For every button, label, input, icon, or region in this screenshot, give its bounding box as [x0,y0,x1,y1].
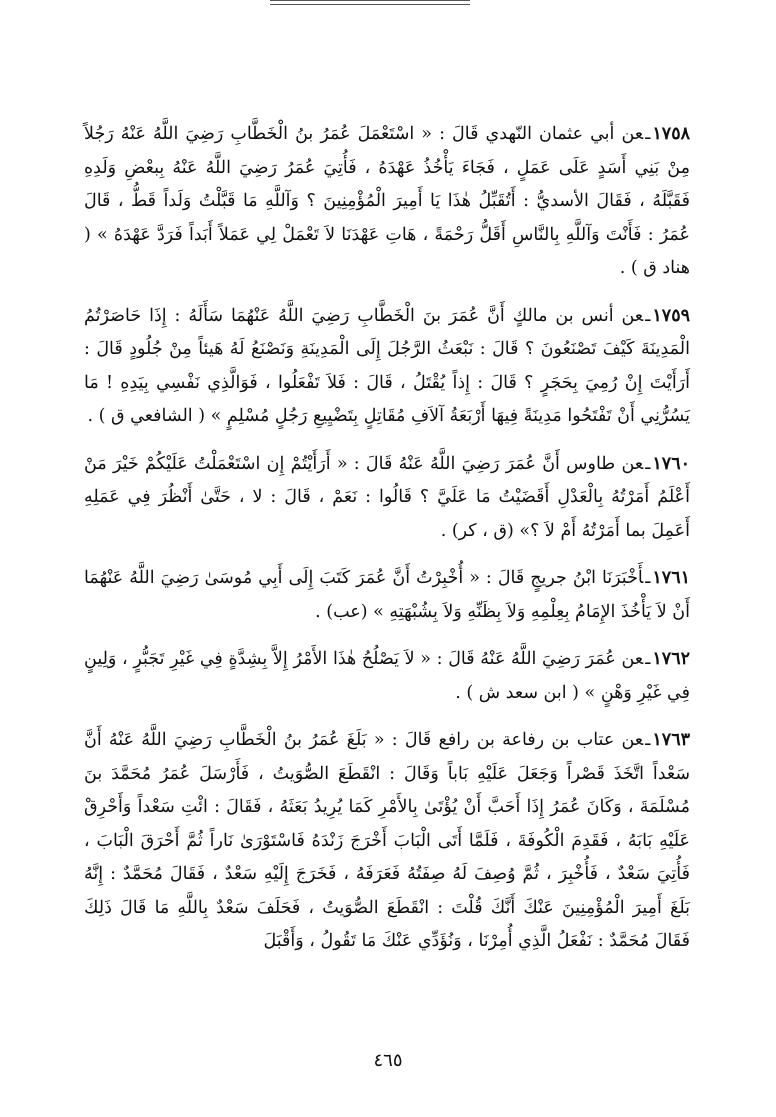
number-separator: ـ [645,730,651,750]
hadith-entry-1759 [84,300,690,434]
number-separator: ـ [645,568,651,588]
page-number: ٤٦٥ [373,1050,403,1071]
hadith-text: عن أبي عثمان النّهدي قَالَ : « اسْتَعْمَلَ عُمَرُ بنُ الْخَطَّابِ رَضِيَ اللَّهُ عَنْهُ رَجُلاً مِنْ بَنِي أَسَدٍ عَلَى عَمَلٍ ، فَجَاءَ يَأْخُذُ عَهْدَهُ ، فَأُتِيَ عُمَرُ رَضِيَ اللَّهُ عَنْهُ بِبعْضِ وَلَدِهِ فَقَبَّلَهُ ، فَقَالَ الأسديُّ : أَتُقَبِّلُ هٰذَا يَا أَمِيرَ الْمُؤْمِنِينَ ؟ وَآللَّهِ مَا قَبَّلْتُ وَلَداً قَطُّ ، قَالَ عُمَرُ : فَأَنْتَ وَآللَّهِ بِالنَّاسِ أَقَلُّ رَحْمَةً ، هَاتِ عَهْدَنَا لاَ تَعْمَلْ لِي عَمَلاً أَبَداً فَرَدَّ عَهْدَهُ » ( هناد ق ) . [84,124,691,278]
hadith-text: أَخْبَرَنَا ابْنُ جريجٍ قَالَ : « أُخْبِرْتُ أَنَّ عُمَرَ كَتَبَ إِلَى أَبِي مُوسَىٰ رَضِيَ اللَّهُ عَنْهُمَا أَنْ لاَ يَأْخُذَ الإِمَامُ بِعِلْمِهِ وَلاَ بِظَنِّهِ وَلاَ بِشُبْهَتِهِ » (عب) . [84,568,690,622]
hadith-entry-1763 [84,724,690,959]
hadith-text: عن عُمَرَ رَضِيَ اللَّهُ عَنْهُ قَالَ : « لاَ يَصْلُحُ هٰذَا الأَمْرُ إِلاَّ بِشِدَّةٍ فِي غَيْرِ تَجَبُّرٍ ، وَلِينٍ فِي غَيْرِ وَهْنٍ » ( ابن سعد ش ) . [84,649,690,703]
number-separator: ـ [645,453,651,474]
hadith-text: عن أنس بن مالكٍ أَنَّ عُمَرَ بنَ الْخَطَّابِ رَضِيَ اللَّهُ عَنْهُمَا سَأَلَهُ : إِذَا حَاصَرْتُمُ الْمَدِينَةَ كَيْفَ تَصْنَعُونَ ؟ قَالَ : نَبْعَثُ الرَّجُلَ إِلَى الْمَدِينَةِ وَنَصْنَعُ لَهُ هَيئاً مِنْ جُلُودٍ قَالَ : أَرَأَيْتَ إِنْ رُمِيَ بِحَجَرٍ ؟ قَالَ : إِذاً يُقْتَلُ ، قَالَ : فَلاَ تَفْعَلُوا ، فَوَالَّذِي نَفْسِي بِيَدِهِ ! مَا يَسُرُّنِي أَنْ تَفْتَحُوا مَدِينَةً فِيهَا أَرْبَعَةُ آلاَفِ مُقَاتِلٍ بِتَضْيِيعِ رَجُلٍ مُسْلِمٍ » ( الشافعي ق ) . [84,305,690,426]
hadith-entry-1760 [84,448,690,549]
hadith-number: ١٧٦٣ [652,730,690,750]
number-separator: ـ [645,649,651,669]
hadith-text: عن طاوس أَنَّ عُمَرَ رَضِيَ اللَّهُ عَنْهُ قَالَ : « أَرَأَيْتُمْ إِن اسْتَعْمَلْتُ عَلَيْكُمْ خَيْرَ مَنْ أَعْلَمُ أَمَرْتُهُ بِالْعَدْلِ أَقَضَيْتُ مَا عَلَيَّ ؟ قَالُوا : نَعَمْ ، قَالَ : لا ، حَتَّىٰ أَنْظُرَ فِي عَمَلِهِ أَعَمِلَ بما أَمَرْتُهُ أَمْ لاَ ؟» (ق ، كر) . [84,453,690,541]
top-rule [270,0,470,5]
hadith-entry-1761 [84,562,690,629]
hadith-number: ١٧٥٩ [652,305,690,326]
number-separator: ـ [645,124,651,144]
hadith-number: ١٧٥٨ [652,124,690,144]
hadith-number: ١٧٦١ [652,568,690,588]
hadith-text: عن عتاب بن رفاعة بن رافع قَالَ : « بَلَغَ عُمَرُ بنُ الْخَطَّابِ رَضِيَ اللَّهُ عَنْهُ أَنَّ سَعْداً اتَّخَذَ قَصْراً وَجَعَلَ عَلَيْهِ بَاباً وَقَالَ : انْقَطَعَ الصُّوَيتُ ، فَأَرْسَلَ عُمَرُ مُحَمَّدَ بنَ مُسْلَمَةَ ، وَكَانَ عُمَرُ إِذَا أَحَبَّ أَنْ يُؤْتَىٰ بِالأَمْرِ كَمَا يُرِيدُ بَعَثَهُ ، فَقَالَ : ائْتِ سَعْداً وَأَحْرِقْ عَلَيْهِ بَابَهُ ، فَقَدِمَ الْكُوفَةَ ، فَلَمَّا أَتَى الْبَابَ أَخْرَجَ زَنْدَهُ فَاسْتَوْرَىٰ نَاراً ثُمَّ أَحْرَقَ الْبَابَ ، فَأُتِيَ سَعْدٌ ، فَأُخْبِرَ ، ثُمَّ وُصِفَ لَهُ صِفَتُهُ فَعَرَفَهُ ، فَخَرَجَ إِلَيْهِ سَعْدٌ ، فَقَالَ مُحَمَّدٌ : إِنَّهُ بَلَغَ أَمِيرَ الْمُؤْمِنِينَ عَنْكَ أَنَّكَ قُلْتَ : انْقَطَعَ الصُّوَيتُ ، فَحَلَفَ سَعْدٌ بِاللَّهِ مَا قَالَ ذَلِكَ فَقَالَ مُحَمَّدٌ : نَفْعَلُ الَّذِي أُمِرْنَا ، وَنُؤَدِّي عَنْكَ مَا تَقُولُ ، وَأَقْبَلَ [84,730,690,951]
hadith-number: ١٧٦٠ [652,453,690,474]
number-separator: ـ [645,305,651,326]
hadith-text-body [84,118,690,973]
hadith-entry-1762 [84,643,690,710]
hadith-entry-1758 [84,118,690,286]
hadith-number: ١٧٦٢ [652,649,690,669]
